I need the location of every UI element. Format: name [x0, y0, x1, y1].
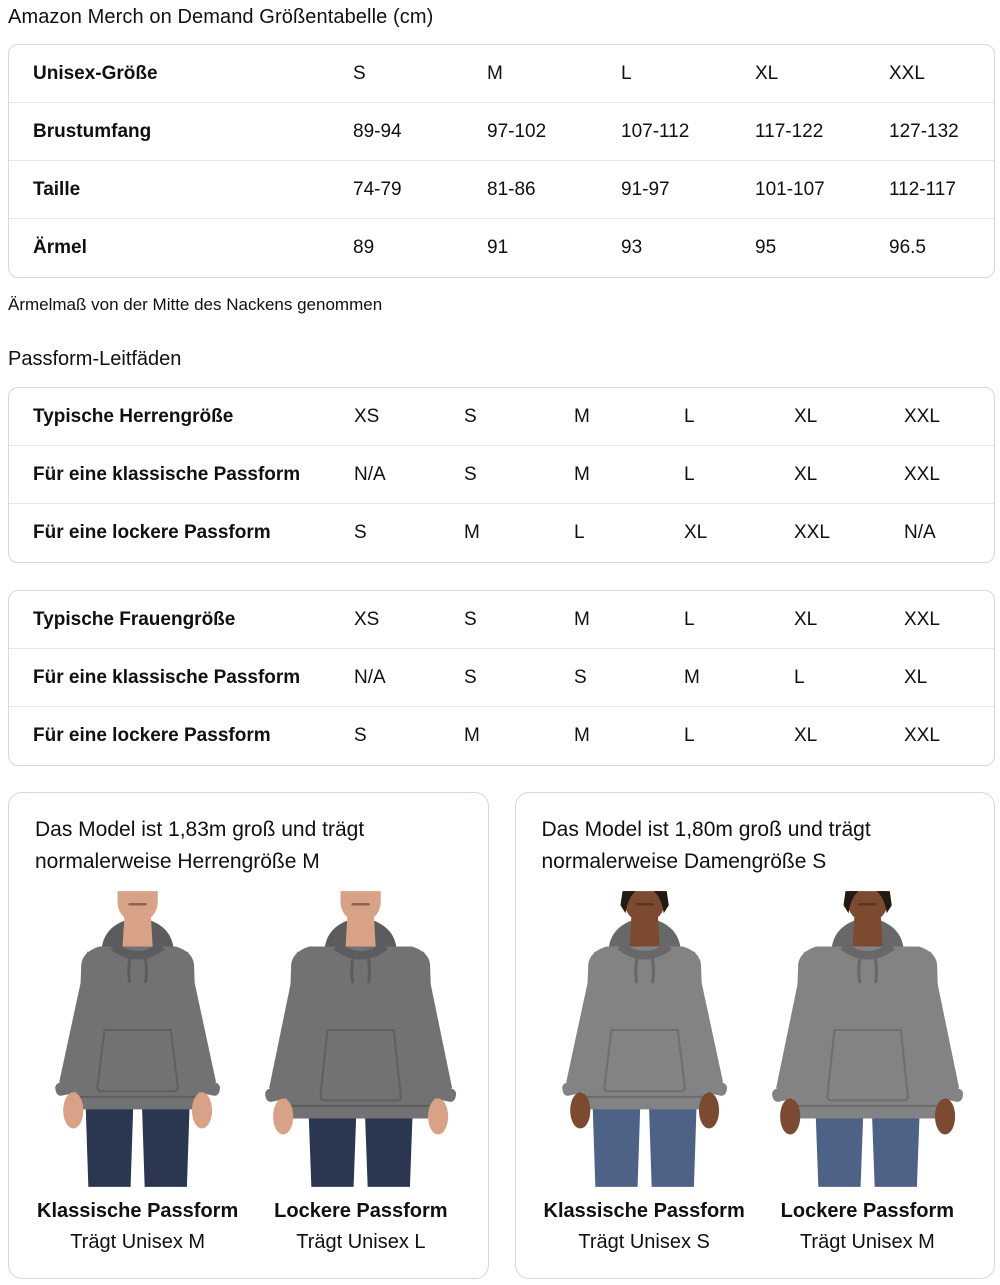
- model-photo-classic-fit: [29, 888, 246, 1188]
- size-cell: 95: [755, 237, 777, 258]
- size-cell: L: [621, 62, 632, 84]
- size-cell: 101-107: [755, 178, 825, 200]
- size-cell: XS: [354, 608, 380, 630]
- size-cell: S: [464, 608, 477, 630]
- table-row: [9, 707, 994, 765]
- size-cell: M: [574, 463, 590, 485]
- fit-guides-title: Passform-Leitfäden: [8, 348, 182, 370]
- size-cell: XL: [794, 405, 818, 427]
- womens-model-card: [515, 792, 996, 1279]
- figure-caption: [29, 1196, 246, 1258]
- size-cell: XS: [354, 405, 380, 427]
- size-cell: S: [574, 666, 587, 688]
- row-label: Taille: [33, 178, 81, 200]
- size-cell: XL: [794, 725, 818, 746]
- size-cell: L: [684, 725, 695, 746]
- size-cell: XL: [794, 608, 818, 630]
- size-cell: M: [464, 725, 480, 746]
- size-cell: XXL: [904, 463, 940, 485]
- womens-fit-table: [8, 590, 995, 766]
- table-row: [9, 45, 994, 103]
- size-cell: 117-122: [755, 120, 824, 142]
- row-label: Brustumfang: [33, 120, 152, 142]
- figure-caption: [759, 1196, 976, 1258]
- size-cell: S: [354, 522, 367, 543]
- table-row: [9, 504, 994, 562]
- size-cell: L: [794, 666, 805, 688]
- size-cell: 112-117: [889, 178, 956, 200]
- size-cell: 91-97: [621, 178, 670, 200]
- size-cell: S: [354, 725, 367, 746]
- table-row: [9, 219, 994, 277]
- fit-label: Klassische Passform: [37, 1200, 239, 1222]
- mens-fit-table: [8, 387, 995, 563]
- size-cell: 107-112: [621, 120, 690, 142]
- row-label: Für eine lockere Passform: [33, 522, 271, 543]
- size-label: Trägt Unisex L: [296, 1231, 426, 1253]
- model-photos: [536, 888, 977, 1188]
- table-row: [9, 388, 994, 446]
- size-cell: 81-86: [487, 178, 536, 200]
- size-cell: S: [464, 463, 477, 485]
- row-label: Typische Herrengröße: [33, 405, 234, 427]
- model-photo-loose-fit: [759, 888, 976, 1188]
- model-photo-loose-fit: [252, 888, 469, 1188]
- size-cell: M: [574, 405, 590, 427]
- photo-captions: [536, 1196, 977, 1258]
- size-cell: L: [684, 405, 695, 427]
- mens-model-card: [8, 792, 489, 1279]
- model-photos: [29, 888, 470, 1188]
- size-cell: 127-132: [889, 120, 959, 142]
- figure-caption: [536, 1196, 753, 1258]
- row-label: Unisex-Größe: [33, 62, 158, 84]
- fit-label: Lockere Passform: [274, 1200, 448, 1222]
- model-description: Das Model ist 1,83m groß und trägt normalerweise Herrengröße M: [35, 818, 365, 873]
- row-label: Für eine klassische Passform: [33, 463, 301, 485]
- size-cell: XL: [794, 463, 818, 485]
- size-cell: L: [684, 463, 695, 485]
- size-cell: M: [487, 62, 503, 84]
- row-label: Für eine klassische Passform: [33, 666, 301, 688]
- size-cell: 89: [353, 237, 375, 258]
- size-cell: M: [574, 725, 590, 746]
- size-label: Trägt Unisex S: [578, 1231, 710, 1253]
- row-label: Für eine lockere Passform: [33, 725, 271, 746]
- table-row: [9, 649, 994, 707]
- size-label: Trägt Unisex M: [70, 1231, 206, 1253]
- table-row: [9, 446, 994, 504]
- size-cell: 91: [487, 237, 509, 258]
- model-description: Das Model ist 1,80m groß und trägt normalerweise Damengröße S: [541, 818, 871, 873]
- size-cell: S: [464, 666, 477, 688]
- size-cell: 97-102: [487, 120, 547, 142]
- size-cell: XL: [755, 62, 779, 84]
- row-label: Ärmel: [33, 237, 87, 258]
- fit-label: Lockere Passform: [780, 1200, 955, 1222]
- size-cell: XXL: [904, 405, 940, 427]
- fit-label: Klassische Passform: [543, 1200, 745, 1222]
- size-cell: XXL: [889, 62, 925, 84]
- photo-captions: [29, 1196, 470, 1258]
- size-cell: M: [684, 666, 700, 688]
- table-row: [9, 591, 994, 649]
- size-cell: N/A: [354, 463, 386, 485]
- size-cell: L: [684, 608, 695, 630]
- size-cell: XXL: [904, 608, 940, 630]
- model-photo-classic-fit: [536, 888, 753, 1188]
- size-cell: XL: [684, 522, 708, 543]
- table-row: [9, 161, 994, 219]
- page-title: Amazon Merch on Demand Größentabelle (cm): [8, 6, 434, 28]
- size-cell: S: [464, 405, 477, 427]
- size-label: Trägt Unisex M: [799, 1231, 935, 1253]
- size-cell: M: [464, 522, 480, 543]
- table-row: [9, 103, 994, 161]
- size-cell: 74-79: [353, 178, 402, 200]
- size-cell: N/A: [354, 666, 386, 688]
- sleeve-measure-note: Ärmelmaß von der Mitte des Nackens genommen: [8, 295, 383, 314]
- row-label: Typische Frauengröße: [33, 608, 236, 630]
- size-cell: 96.5: [889, 237, 926, 258]
- unisex-size-table: [8, 44, 995, 278]
- size-cell: XL: [904, 666, 928, 688]
- size-cell: N/A: [904, 522, 936, 543]
- size-cell: 89-94: [353, 120, 402, 142]
- size-cell: M: [574, 608, 590, 630]
- figure-caption: [252, 1196, 469, 1258]
- size-cell: XXL: [794, 522, 830, 543]
- size-cell: XXL: [904, 725, 940, 746]
- model-cards: [8, 792, 995, 1279]
- size-cell: 93: [621, 237, 643, 258]
- size-cell: L: [574, 522, 585, 543]
- size-cell: S: [353, 62, 366, 84]
